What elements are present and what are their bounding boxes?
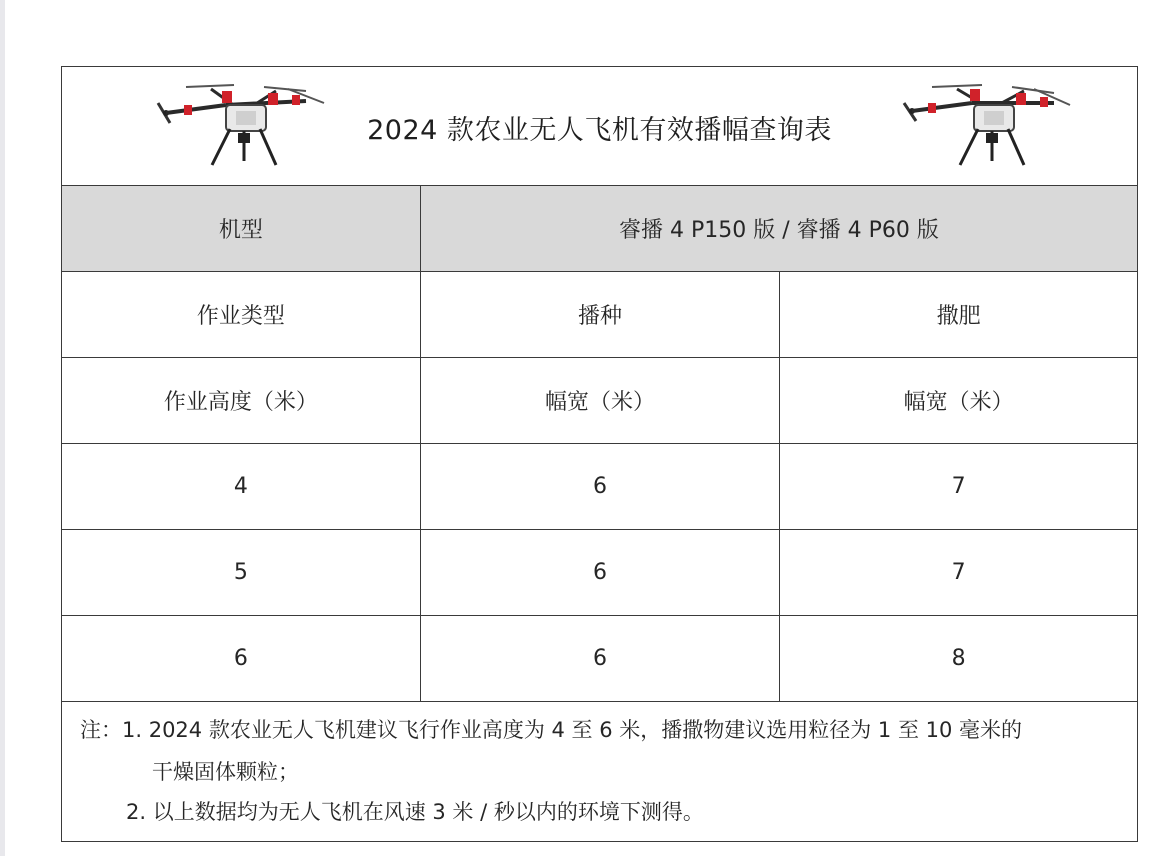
title-row xyxy=(62,67,1137,186)
height-unit-label: 作业高度（米） xyxy=(62,358,420,444)
seeding-width-cell: 6 xyxy=(420,616,779,702)
seeding-width-table-sheet xyxy=(61,66,1138,842)
seeding-width-cell: 6 xyxy=(420,444,779,530)
agricultural-drone-icon xyxy=(902,81,1072,169)
table-title: 2024 款农业无人飞机有效播幅查询表 xyxy=(367,115,832,146)
fertilizing-width-unit: 幅宽（米） xyxy=(780,358,1137,444)
model-value: 睿播 4 P150 版 / 睿播 4 P60 版 xyxy=(420,186,1137,272)
fertilizing-width-cell: 8 xyxy=(780,616,1137,702)
seeding-width-unit: 幅宽（米） xyxy=(420,358,779,444)
job-type-fertilizing: 撒肥 xyxy=(780,272,1137,358)
seeding-width-table xyxy=(62,186,1137,702)
height-cell: 6 xyxy=(62,616,420,702)
model-row xyxy=(62,186,1137,272)
job-type-row xyxy=(62,272,1137,358)
table-row xyxy=(62,530,1137,616)
fertilizing-width-cell: 7 xyxy=(780,530,1137,616)
page-edge xyxy=(0,0,5,856)
table-row xyxy=(62,444,1137,530)
job-type-seeding: 播种 xyxy=(420,272,779,358)
note-line-2: 2. 以上数据均为无人飞机在风速 3 米 / 秒以内的环境下测得。 xyxy=(126,800,704,824)
note-line-1: 注：1. 2024 款农业无人飞机建议飞行作业高度为 4 至 6 米，播撒物建议选用粒径为 1 至 10 毫米的 xyxy=(80,718,1023,742)
seeding-width-cell: 6 xyxy=(420,530,779,616)
height-cell: 5 xyxy=(62,530,420,616)
note-line-1-continued: 干燥固体颗粒； xyxy=(152,760,299,784)
model-label: 机型 xyxy=(62,186,420,272)
notes-section xyxy=(62,696,1137,841)
table-row xyxy=(62,616,1137,702)
units-row xyxy=(62,358,1137,444)
fertilizing-width-cell: 7 xyxy=(780,444,1137,530)
job-type-label: 作业类型 xyxy=(62,272,420,358)
height-cell: 4 xyxy=(62,444,420,530)
